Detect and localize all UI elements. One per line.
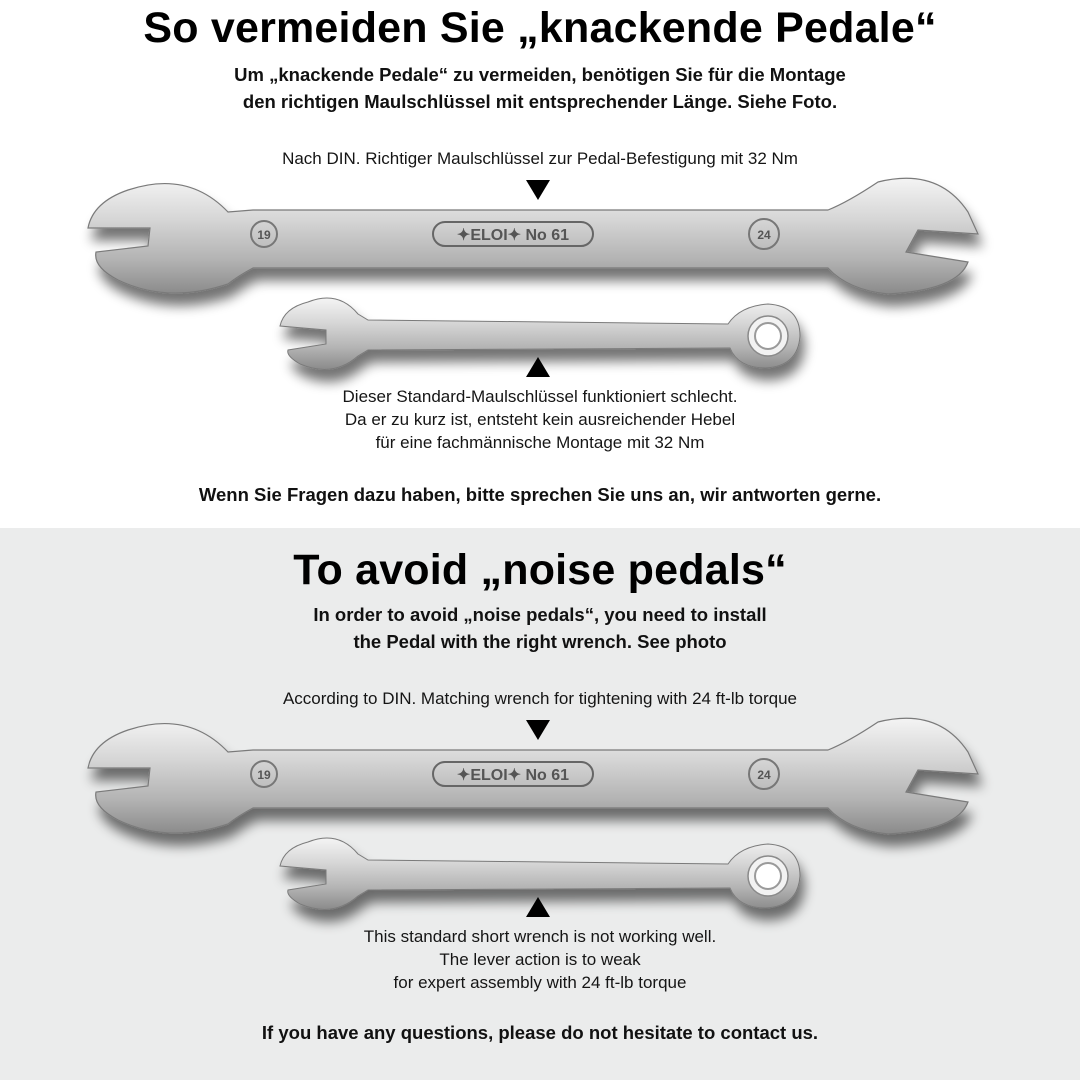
long-wrench-image (88, 712, 988, 852)
english-section (0, 528, 1080, 1080)
brand-stamp: ✦ELOI✦ No 61 (456, 767, 570, 784)
english-subtitle-line2: the Pedal with the right wrench. See photo (353, 631, 727, 652)
english-short-caption-line1: This standard short wrench is not working well. (363, 927, 717, 946)
english-long-wrench-caption: According to DIN. Matching wrench for tightening with 24 ft-lb torque (282, 689, 798, 708)
german-contact-text: Wenn Sie Fragen dazu haben, bitte sprechen Sie uns an, wir antworten gerne. (198, 484, 882, 505)
german-short-caption-line2: Da er zu kurz ist, entsteht kein ausreichender Hebel (344, 410, 736, 429)
german-section (0, 0, 1080, 528)
german-short-caption-line3: für eine fachmännische Montage mit 32 Nm (375, 433, 705, 452)
brand-stamp: ✦ELOI✦ No 61 (456, 227, 570, 244)
german-long-wrench-caption: Nach DIN. Richtiger Maulschlüssel zur Pedal-Befestigung mit 32 Nm (282, 149, 798, 168)
up-arrow-icon (526, 897, 550, 917)
english-short-caption-line3: for expert assembly with 24 ft-lb torque (393, 973, 687, 992)
english-short-caption-line2: The lever action is to weak (439, 950, 641, 969)
english-contact-text: If you have any questions, please do not hesitate to contact us. (261, 1022, 819, 1043)
size-stamp-right: 24 (757, 768, 771, 782)
german-subtitle-line2: den richtigen Maulschlüssel mit entsprechender Länge. Siehe Foto. (242, 91, 838, 112)
german-subtitle-line1: Um „knackende Pedale“ zu vermeiden, benötigen Sie für die Montage (234, 64, 846, 85)
size-stamp-left: 19 (257, 768, 271, 782)
size-stamp-left: 19 (257, 228, 271, 242)
english-title: To avoid „noise pedals“ (293, 546, 787, 594)
size-stamp-right: 24 (757, 228, 771, 242)
german-short-caption-line1: Dieser Standard-Maulschlüssel funktioniert schlecht. (342, 387, 738, 406)
english-subtitle-line1: In order to avoid „noise pedals“, you need to install (313, 604, 767, 625)
long-wrench-image (88, 172, 988, 312)
german-title: So vermeiden Sie „knackende Pedale“ (143, 4, 937, 52)
up-arrow-icon (526, 357, 550, 377)
